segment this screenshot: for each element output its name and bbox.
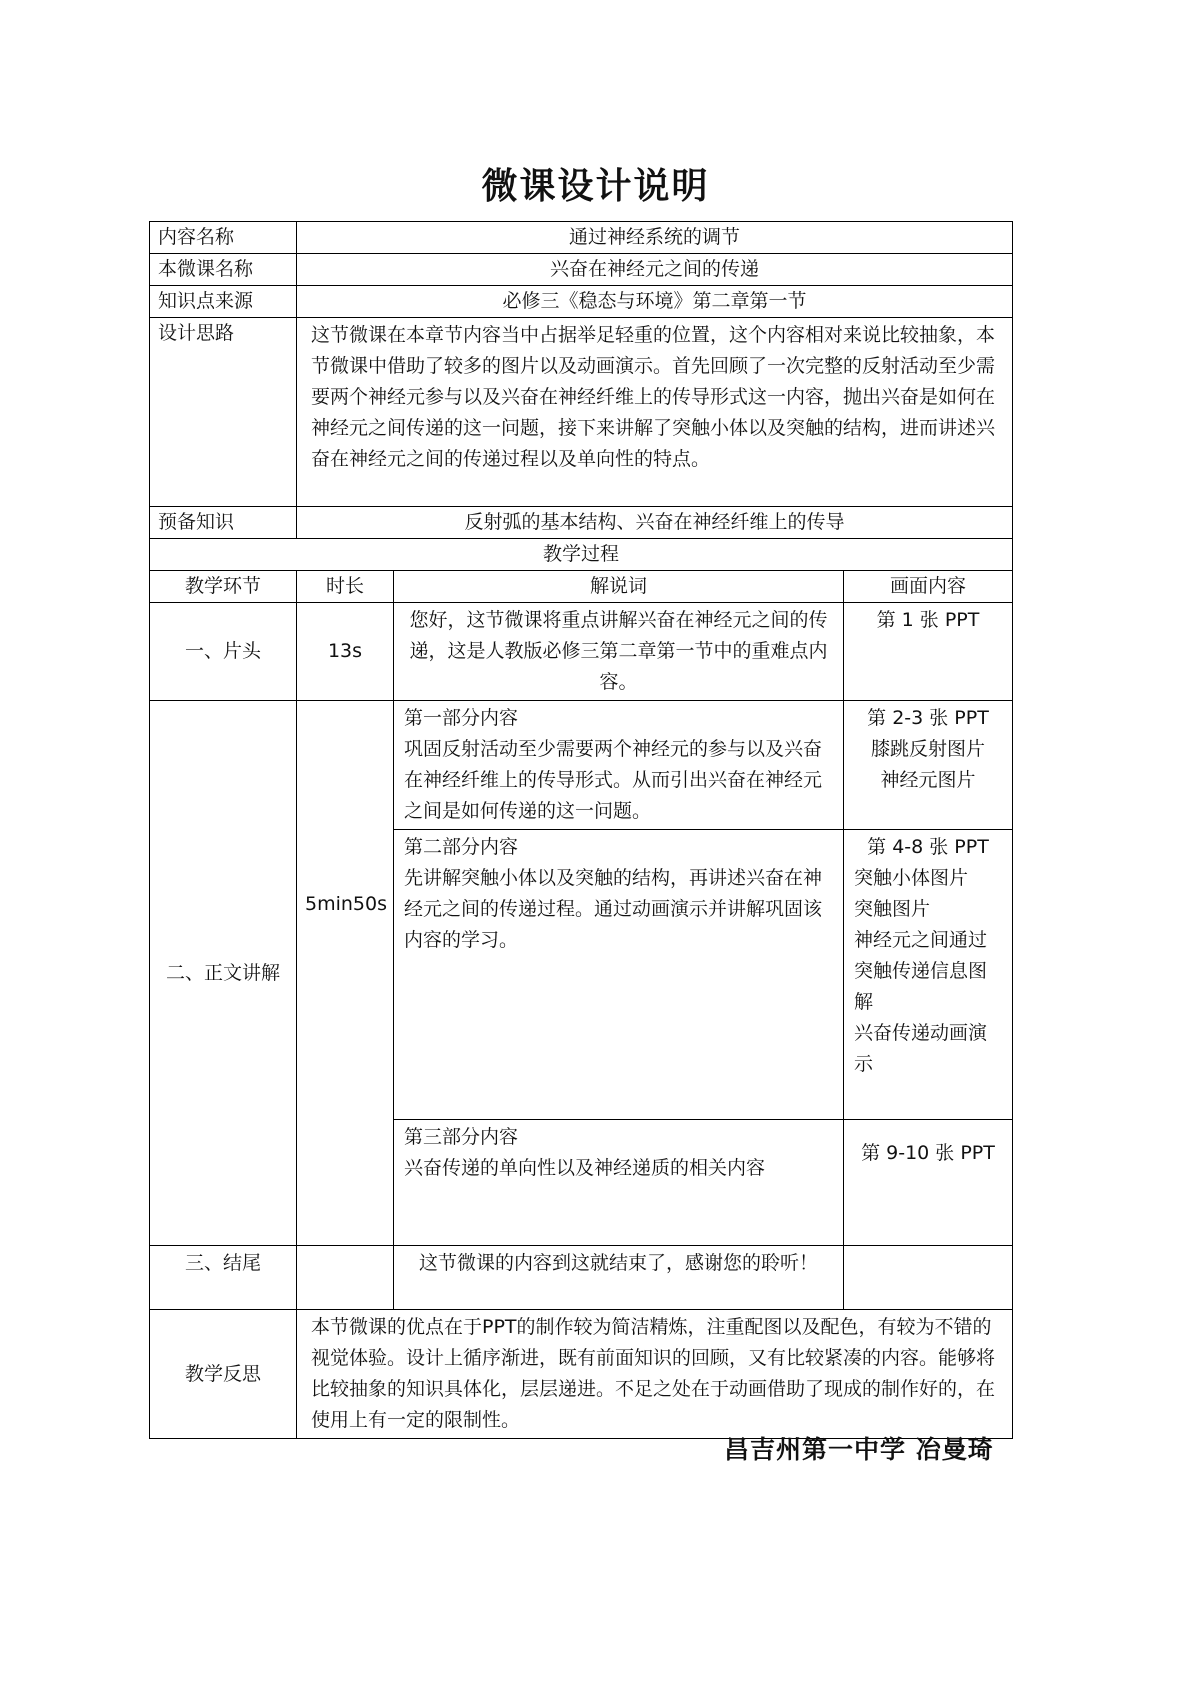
screen-ending [844,1246,1013,1310]
narration-part-3 [394,1120,844,1246]
stage-main: 二、正文讲解 [150,701,297,1246]
label-reflection: 教学反思 [150,1310,297,1439]
stage-ending: 三、结尾 [150,1246,297,1310]
row-column-headers [150,571,1013,603]
narration-part-1 [394,701,844,830]
part-3-heading: 第三部分内容 [404,1126,519,1148]
duration-main: 5min50s [297,701,394,1246]
row-ending [150,1246,1013,1310]
row-content-name [150,222,1013,254]
value-reflection: 本节微课的优点在于PPT的制作较为简洁精炼，注重配图以及配色，有较为不错的视觉体验。设计上循序渐进，既有前面知识的回顾，又有比较紧凑的内容。能够将比较抽象的知识具体化，层层递进。不足之处在于动画借助了现成的制作好的，在使用上有一定的限制性。 [297,1310,1013,1439]
screen-part-3 [844,1120,1013,1246]
duration-ending [297,1246,394,1310]
screen-part-2 [844,830,1013,1120]
value-source: 必修三《稳态与环境》第二章第一节 [297,286,1013,318]
row-reflection [150,1310,1013,1439]
narration-opening: 您好，这节微课将重点讲解兴奋在神经元之间的传递，这是人教版必修三第二章第一节中的重难点内容。 [394,603,844,701]
col-header-duration: 时长 [297,571,394,603]
label-lesson-name: 本微课名称 [150,254,297,286]
screen-line: 第 2-3 张 PPT [867,707,989,729]
label-source: 知识点来源 [150,286,297,318]
col-header-screen: 画面内容 [844,571,1013,603]
duration-opening: 13s [297,603,394,701]
stage-opening: 一、片头 [150,603,297,701]
process-heading: 教学过程 [150,539,1013,571]
screen-line: 突触小体图片 [854,867,969,889]
value-content-name: 通过神经系统的调节 [297,222,1013,254]
part-3-text: 兴奋传递的单向性以及神经递质的相关内容 [404,1157,766,1179]
part-2-text: 先讲解突触小体以及突触的结构，再讲述兴奋在神经元之间的传递过程。通过动画演示并讲解巩固该内容的学习。 [404,867,823,951]
screen-line: 兴奋传递动画演示 [854,1022,988,1075]
part-1-text: 巩固反射活动至少需要两个神经元的参与以及兴奋在神经纤维上的传导形式。从而引出兴奋在神经元之间是如何传递的这一问题。 [404,738,823,822]
col-header-stage: 教学环节 [150,571,297,603]
row-prior-knowledge [150,507,1013,539]
screen-line: 第 9-10 张 PPT [861,1142,995,1164]
screen-line: 第 4-8 张 PPT [867,836,989,858]
row-main-part-1 [150,701,1013,830]
row-process-heading [150,539,1013,571]
lesson-design-table [149,221,1013,1439]
part-1-heading: 第一部分内容 [404,707,519,729]
value-prior: 反射弧的基本结构、兴奋在神经纤维上的传导 [297,507,1013,539]
screen-line: 神经元图片 [880,769,976,791]
narration-part-2 [394,830,844,1120]
row-opening [150,603,1013,701]
screen-part-1 [844,701,1013,830]
row-source [150,286,1013,318]
screen-line: 突触图片 [854,898,931,920]
label-prior: 预备知识 [150,507,297,539]
screen-line: 膝跳反射图片 [870,738,985,760]
screen-line: 神经元之间通过突触传递信息图解 [854,929,988,1013]
value-design: 这节微课在本章节内容当中占据举足轻重的位置，这个内容相对来说比较抽象，本节微课中借助了较多的图片以及动画演示。首先回顾了一次完整的反射活动至少需要两个神经元参与以及兴奋在神经纤维上的传导形式这一内容，抛出兴奋是如何在神经元之间传递的这一问题，接下来讲解了突触小体以及突触的结构，进而讲述兴奋在神经元之间的传递过程以及单向性的特点。 [297,318,1013,507]
row-lesson-name [150,254,1013,286]
document-title: 微课设计说明 [481,166,710,207]
signature: 昌吉州第一中学 冶曼琦 [724,1435,994,1464]
label-content-name: 内容名称 [150,222,297,254]
row-design [150,318,1013,507]
label-design: 设计思路 [150,318,297,507]
value-lesson-name: 兴奋在神经元之间的传递 [297,254,1013,286]
part-2-heading: 第二部分内容 [404,836,519,858]
screen-opening: 第 1 张 PPT [844,603,1013,701]
narration-ending: 这节微课的内容到这就结束了，感谢您的聆听！ [394,1246,844,1310]
col-header-narration: 解说词 [394,571,844,603]
